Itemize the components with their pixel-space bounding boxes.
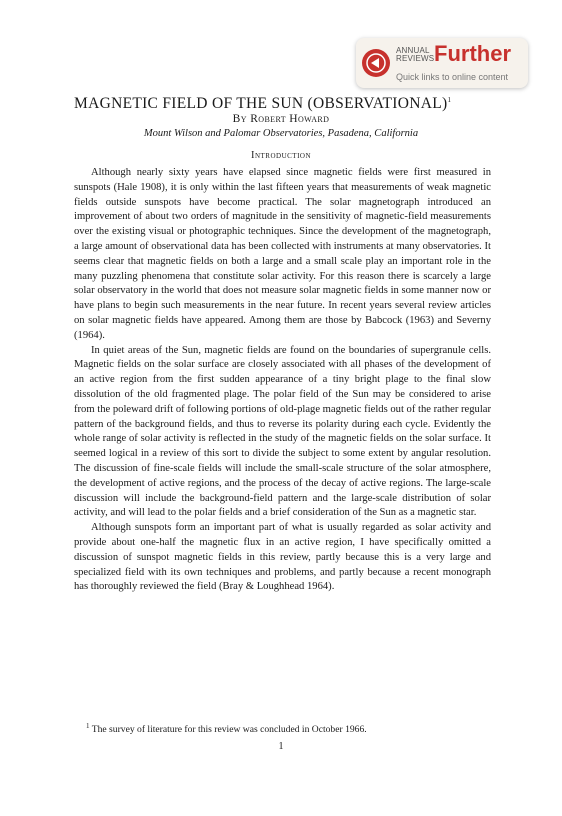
- author-line: By Robert Howard: [232, 113, 330, 125]
- paragraph: In quiet areas of the Sun, magnetic fields are found on the boundaries of supergranule cells. Magnetic fields on the solar surface are closely associated with all phases of the development of an active region from the first sudden appearance of a tiny bright plage to the final slow dissolution of the old fragmented plage. The polar field of the Sun may be considered to arise from the poleward drift of following portions of old-plage magnetic fields out of the rather regular pattern of the background fields, and thus to reverse its polarity during each cycle. Evidently the whole range of solar activity is reflected in the study of the magnetic fields on the solar surface. It seemed logical in a review of this sort to divide the subject to some extent by angular resolution. The discussion of fine-scale fields will include the small-scale structure of the solar atmosphere, the development of active regions, and the process of the decay of active regions. The large-scale discussion will include the background-field pattern and the large-scale distribution of solar activity, and will lead to the polar fields and a brief consideration of the Sun as a magnetic star.: [74, 344, 491, 519]
- article-title-text: MAGNETIC FIELD OF THE SUN (OBSERVATIONAL): [74, 95, 448, 113]
- footnote-mark: 1: [86, 722, 90, 730]
- reviews-label: REVIEWS: [396, 54, 435, 63]
- paragraph: Although nearly sixty years have elapsed since magnetic fields were first measured in sunspots (Hale 1908), it is only within the last fifteen years that measurements of weak magnetic fields outside sunspots have become practical. The solar magnetograph introduced an improvement of about two orders of magnitude in the sensitivity of magnetic-field measurements over the existing visual or photographic techniques. Since the development of the magnetograph, a large amount of observational data has been collected with instruments at many observatories. It seems clear that magnetic fields on both a large and a small scale play an important role in the many puzzling phenomena that constitute solar activity. For this reason there is scarcely a large solar observatory in the world that does not measure solar magnetic fields in some manner now or have plans to begin such measurements in the near future. In recent years several review articles on solar magnetic fields have appeared. Among them are those by Babcock (1963) and Severny (1964).: [74, 167, 491, 341]
- footnote: [74, 720, 491, 736]
- paragraph: Although sunspots form an important part of what is usually regarded as solar activity and provide about one-half the magnetic flux in an active region, I have specifically omitted a discussion of sunspot magnetic fields in this review, partly because this is a very large and specialized field with its own techniques and problems, and partly because a recent monograph has thoroughly reviewed the field (Bray & Loughhead 1964).: [74, 522, 491, 593]
- affiliation-line: Mount Wilson and Palomar Observatories, Pasadena, California: [143, 128, 419, 139]
- section-heading: Introduction: [250, 150, 312, 161]
- annual-label: ANNUAL: [396, 46, 430, 55]
- annual-reviews-logo: [396, 47, 434, 63]
- article-title: [74, 91, 494, 113]
- further-label: Further: [434, 41, 511, 66]
- further-links-badge[interactable]: [356, 38, 528, 88]
- footnote-text: The survey of literature for this review was concluded in October 1966.: [91, 724, 367, 736]
- left-arrow-circle-icon: [362, 49, 390, 77]
- further-subtitle: Quick links to online content: [396, 72, 509, 82]
- body-text: [74, 166, 491, 595]
- title-footnote-mark: 1: [447, 96, 452, 104]
- page-number: 1: [278, 741, 284, 752]
